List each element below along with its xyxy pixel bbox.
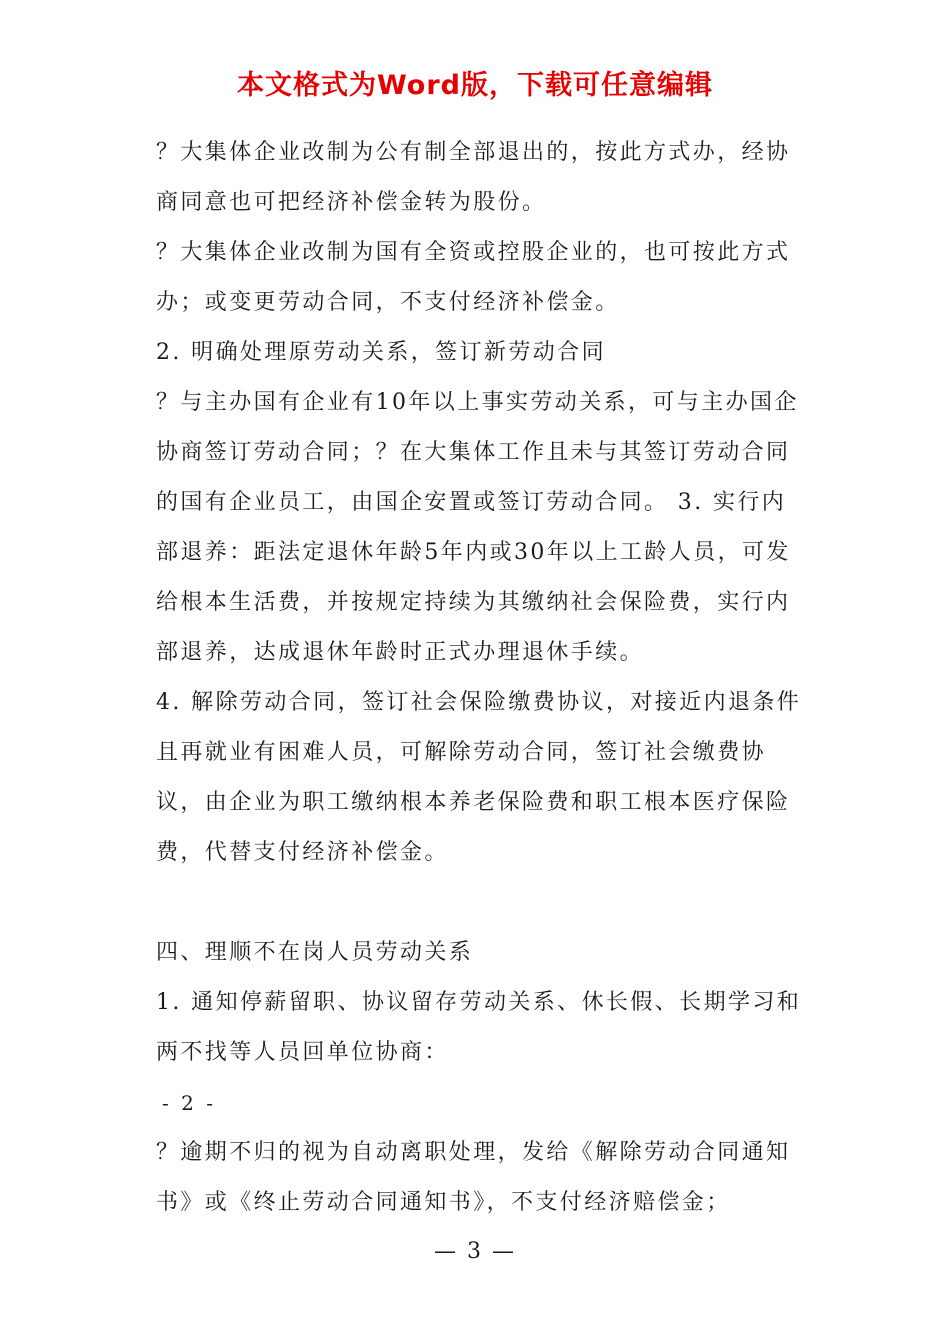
section-heading: 四、理顺不在岗人员劳动关系: [156, 940, 474, 965]
paragraph-collective-exit: ？大集体企业改制为公有制全部退出的，按此方式办，经协商同意也可把经济补偿金转为股份。: [156, 140, 791, 215]
paragraph-item-4-termination: 4. 解除劳动合同，签订社会保险缴费协议，对接近内退条件且再就业有困难人员，可解除劳动合同，签订社会缴费协议，由企业为职工缴纳根本养老保险费和职工根本医疗保险费，代替支付经济补偿金。: [156, 690, 802, 865]
page-number: — 3 —: [434, 1239, 516, 1264]
paragraph-item-2-heading: 2. 明确处理原劳动关系，签订新劳动合同: [156, 340, 606, 365]
document-body: [146, 128, 808, 1228]
format-banner: 本文格式为Word版，下载可任意编辑: [236, 70, 713, 101]
paragraph-collective-state-owned: ？大集体企业改制为国有全资或控股企业的，也可按此方式办；或变更劳动合同，不支付经济补偿金。: [156, 240, 791, 315]
section-spacer: [146, 878, 808, 928]
inner-page-number: - 2 -: [162, 1091, 216, 1115]
paragraph-item-1-notice: 1. 通知停薪留职、协议留存劳动关系、休长假、长期学习和两不找等人员回单位协商：: [156, 990, 802, 1065]
paragraph-new-contract-and-retirement: ？与主办国有企业有10年以上事实劳动关系，可与主办国企协商签订劳动合同；？在大集体工作且未与其签订劳动合同的国有企业员工，由国企安置或签订劳动合同。 3. 实行内部退养：距法定退休年龄5年内或30年以上工龄人员，可发给根本生活费，并按规定持续为其缴纳社会保险费，实行内部退养，达成退休年龄时正式办理退休手续。: [156, 390, 799, 665]
paragraph-overdue-return: ？逾期不归的视为自动离职处理，发给《解除劳动合同通知书》或《终止劳动合同通知书》，不支付经济赔偿金；: [156, 1140, 791, 1215]
